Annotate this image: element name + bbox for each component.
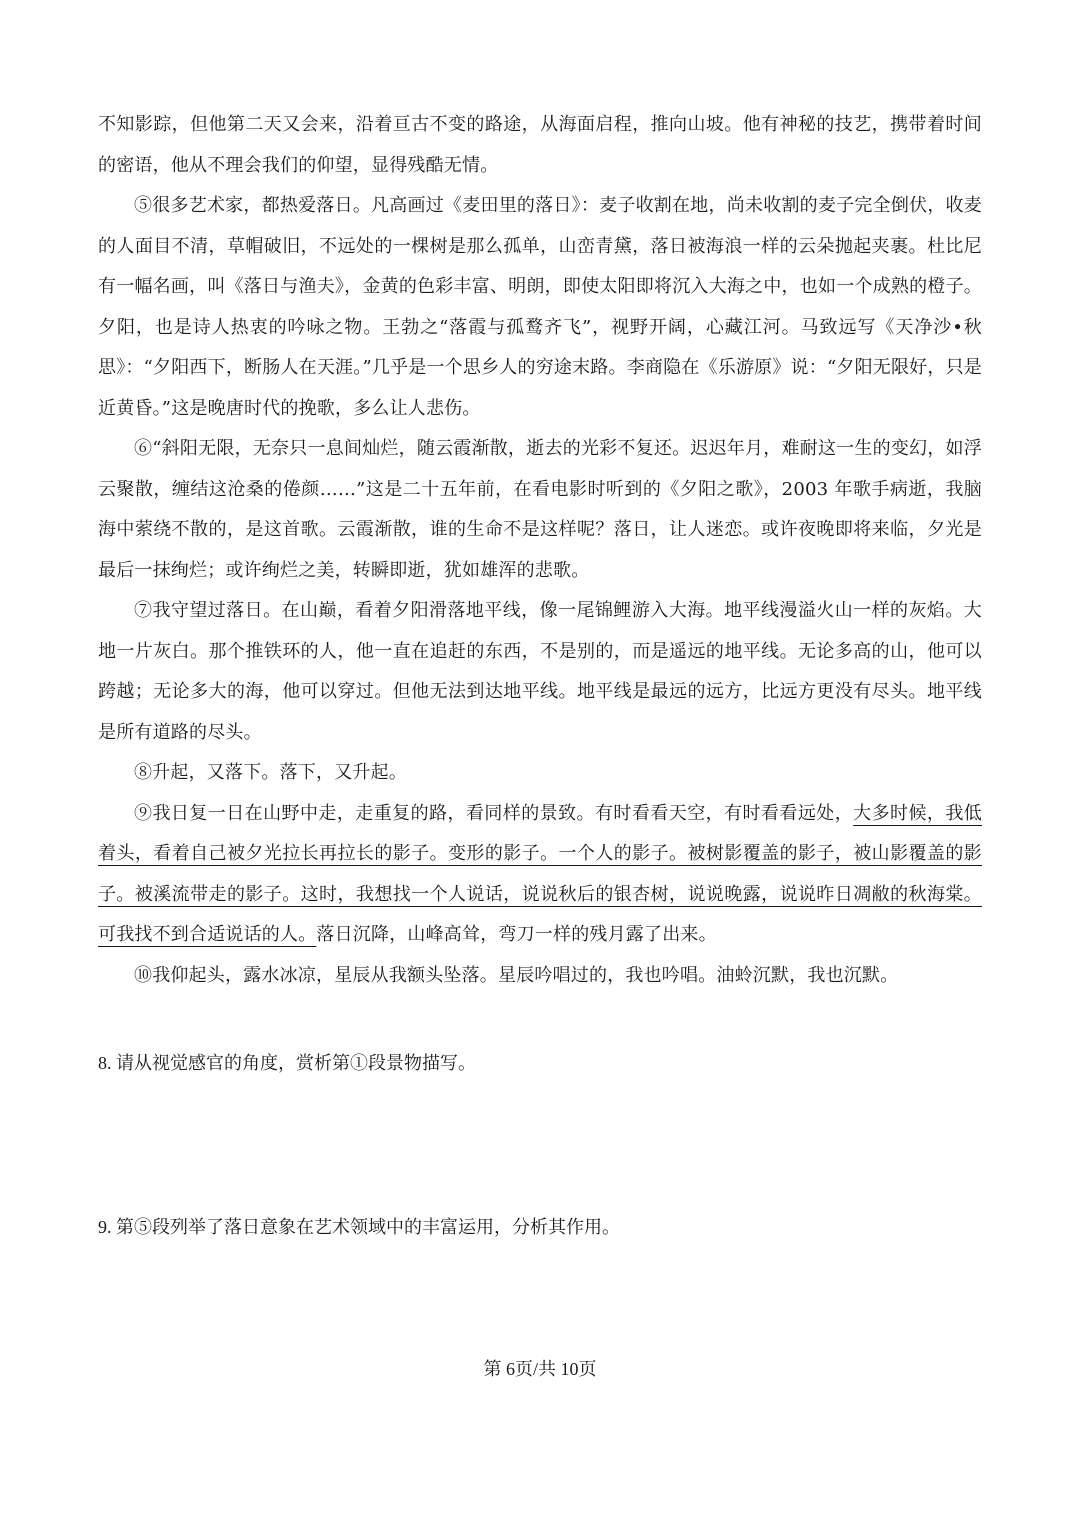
paragraph-7: ⑦我守望过落日。在山巅，看着夕阳滑落地平线，像一尾锦鲤游入大海。地平线漫溢火山一样的灰焰。大地一片灰白。那个推铁环的人，他一直在追赶的东西，不是别的，而是遥远的地平线。无论多高的山，他可以跨越；无论多大的海，他可以穿过。但他无法到达地平线。地平线是最远的远方，比远方更没有尽头。地平线是所有道路的尽头。 — [98, 600, 982, 743]
paragraph-5: ⑤很多艺术家，都热爱落日。凡高画过《麦田里的落日》：麦子收割在地，尚未收割的麦子完全倒伏，收麦的人面目不清，草帽破旧，不远处的一棵树是那么孤单，山峦青黛，落日被海浪一样的云朵抛起夹裹。杜比尼有一幅名画，叫《落日与渔夫》，金黄的色彩丰富、明朗，即使太阳即将沉入大海之中，也如一个成熟的橙子。夕阳，也是诗人热衷的吟咏之物。王勃之“落霞与孤鹜齐飞”，视野开阔，心藏江河。马致远写《天净沙•秋思》：“夕阳西下，断肠人在天涯。”几乎是一个思乡人的穷途末路。李商隐在《乐游原》说：“夕阳无限好，只是近黄昏。”这是晚唐时代的挽歌，多么让人悲伤。 — [98, 195, 982, 419]
paragraph-continued: 不知影踪，但他第二天又会来，沿着亘古不变的路途，从海面启程，推向山坡。他有神秘的技艺，携带着时间的密语，他从不理会我们的仰望，显得残酷无情。 — [98, 114, 982, 176]
paragraph-6: ⑥“斜阳无限，无奈只一息间灿烂，随云霞渐散，逝去的光彩不复还。迟迟年月，难耐这一生的变幻，如浮云聚散，缠结这沧桑的倦颜……”这是二十五年前，在看电影时听到的《夕阳之歌》，2003 年歌手病逝，我脑海中萦绕不散的，是这首歌。云霞渐散，谁的生命不是这样呢？落日，让人迷恋。或许夜晚即将来临，夕光是最后一抹绚烂；或许绚烂之美，转瞬即逝，犹如雄浑的悲歌。 — [98, 438, 982, 581]
page-footer: 第 6页/共 10页 — [483, 1359, 597, 1379]
paragraph-9-before: ⑨我日复一日在山野中走，走重复的路，看同样的景致。有时看看天空，有时看看远处， — [134, 802, 854, 824]
paragraph-9-after: 落日沉降，山峰高耸，弯刀一样的残月露了出来。 — [316, 924, 717, 945]
question-8: 8. 请从视觉感官的角度，赏析第①段景物描写。 — [98, 1053, 476, 1073]
question-9: 9. 第⑤段列举了落日意象在艺术领域中的丰富运用，分析其作用。 — [98, 1217, 620, 1237]
paragraph-9-underlined: 大多时候，我低着头，看着自己被夕光拉长再拉长的影子。变形的影子。一个人的影子。被树影覆盖的影子，被山影覆盖的影子。被溪流带走的影子。这时，我想找一个人说话，说说秋后的银杏树，说说晚露，说说昨日凋敝的秋海棠。可我找不到合适说话的人。 — [98, 802, 982, 945]
paragraph-9 — [98, 794, 982, 956]
exam-page — [98, 105, 982, 1237]
paragraph-10: ⑩我仰起头，露水冰凉，星辰从我额头坠落。星辰吟唱过的，我也吟唱。油蛉沉默，我也沉默。 — [134, 964, 899, 986]
paragraph-8: ⑧升起，又落下。落下，又升起。 — [134, 762, 407, 783]
